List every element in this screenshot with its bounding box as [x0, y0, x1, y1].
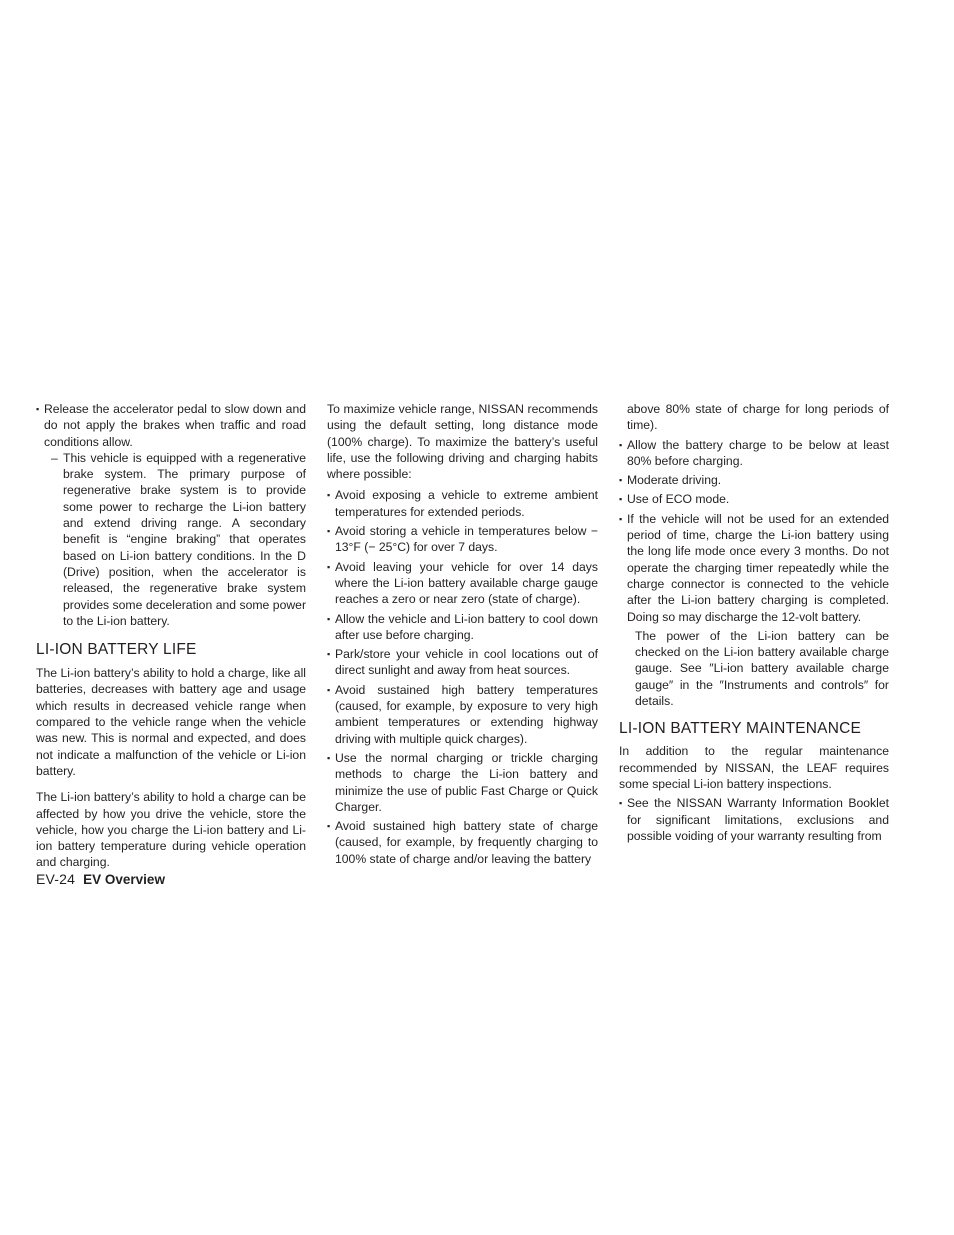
- bullet-item: ▪ Allow the battery charge to be below at least 80% before charging.: [619, 437, 889, 468]
- bullet-list: [619, 437, 889, 625]
- bullet-icon: ▪: [327, 526, 331, 537]
- bullet-icon: ▪: [619, 513, 623, 524]
- bullet-icon: ▪: [327, 490, 331, 501]
- page-footer: [36, 869, 165, 890]
- bullet-icon: ▪: [619, 494, 623, 505]
- bullet-item: ▪ Park/store your vehicle in cool locations out of direct sunlight and away from heat sources.: [327, 647, 598, 678]
- bullet-icon: ▪: [36, 404, 40, 414]
- bullet-icon: ▪: [619, 798, 623, 809]
- bullet-icon: ▪: [327, 684, 331, 695]
- column-1: [36, 401, 306, 871]
- bullet-item: ▪ Avoid sustained high battery temperatures (caused, for example, by exposure to very high ambient temperatures or extending highway driving with multiple quick charges).: [327, 682, 598, 746]
- section-title: EV Overview: [83, 872, 165, 887]
- sub-item: – This vehicle is equipped with a regenerative brake system. The primary purpose of regenerative brake system is to provide some power to recharge the Li-ion battery and extend driving range. A secondary benefit is “engine braking” that operates based on Li-ion battery conditions. In the D (Drive) position, when the accelerator is released, the regenerative brake system provides some deceleration and some power to the Li-ion battery.: [51, 450, 306, 628]
- paragraph: In addition to the regular maintenance recommended by NISSAN, the LEAF requires some special Li-ion battery inspections.: [619, 744, 889, 791]
- page-number: EV-24: [36, 871, 76, 887]
- bullet-icon: ▪: [327, 561, 331, 572]
- bullet-item: ▪ Moderate driving.: [619, 473, 722, 488]
- note-paragraph: The power of the Li-ion battery can be checked on the Li-ion battery available charge gauge. See ″Li-ion battery available charge gauge″ in the ″Instruments and controls″ for details.: [635, 628, 889, 709]
- bullet-item: ▪ Avoid exposing a vehicle to extreme ambient temperatures for extended periods.: [327, 488, 598, 519]
- bullet-list: [327, 487, 598, 867]
- paragraph: The Li-ion battery’s ability to hold a charge can be affected by how you drive the vehicle, store the vehicle, how you charge the Li-ion battery and Li-ion battery temperature during vehicle operation and charging.: [36, 790, 306, 870]
- bullet-item: ▪ Use the normal charging or trickle charging methods to charge the Li-ion battery and minimize the use of public Fast Charge or Quick Charger.: [327, 750, 598, 814]
- bullet-icon: ▪: [327, 752, 331, 763]
- bullet-icon: ▪: [327, 821, 331, 832]
- column-3: [619, 401, 889, 844]
- bullet-icon: ▪: [619, 439, 623, 450]
- bullet-item: ▪ Avoid storing a vehicle in temperatures below − 13°F (− 25°C) for over 7 days.: [327, 524, 598, 555]
- bullet-icon: ▪: [327, 613, 331, 624]
- bullet-item: ▪ Avoid leaving your vehicle for over 14 days where the Li-ion battery available charge gauge reaches a zero or near zero (state of charge).: [327, 559, 598, 607]
- section-heading-battery-maintenance: LI-ION BATTERY MAINTENANCE: [619, 720, 862, 738]
- bullet-item: ▪ See the NISSAN Warranty Information Booklet for significant limitations, exclusions and possible voiding of your warranty resulting from: [619, 796, 889, 843]
- column-2: [327, 401, 598, 867]
- paragraph: To maximize vehicle range, NISSAN recommends using the default setting, long distance mode (100% charge). To maximize the battery’s useful life, use the following driving and charging habits where possible:: [327, 402, 598, 482]
- bullet-item: ▪ Use of ECO mode.: [619, 492, 730, 507]
- bullet-item: ▪ Avoid sustained high battery state of charge (caused, for example, by frequently charging to 100% state of charge and/or leaving the battery: [327, 819, 598, 866]
- section-heading-battery-life: LI-ION BATTERY LIFE: [36, 641, 197, 659]
- bullet-item: ▪ Release the accelerator pedal to slow down and do not apply the brakes when traffic and road conditions allow.: [36, 402, 306, 449]
- paragraph: The Li-ion battery’s ability to hold a charge, like all batteries, decreases with battery age and usage which results in decreased vehicle range when compared to the vehicle range when the vehicle was new. This is normal and expected, and does not indicate a malfunction of the vehicle or Li-ion battery.: [36, 666, 306, 778]
- dash-icon: –: [51, 450, 58, 465]
- bullet-item: ▪ If the vehicle will not be used for an extended period of time, charge the Li-ion battery using the long life mode once every 3 months. Do not operate the charging timer repeatedly while the charge connector is connected to the vehicle after the Li-ion battery charging is completed. Doing so may discharge the 12-volt battery.: [619, 511, 889, 624]
- continued-text: above 80% state of charge for long periods of time).: [627, 402, 889, 433]
- bullet-icon: ▪: [327, 649, 331, 660]
- bullet-item: ▪ Allow the vehicle and Li-ion battery to cool down after use before charging.: [327, 611, 598, 642]
- bullet-icon: ▪: [619, 475, 623, 486]
